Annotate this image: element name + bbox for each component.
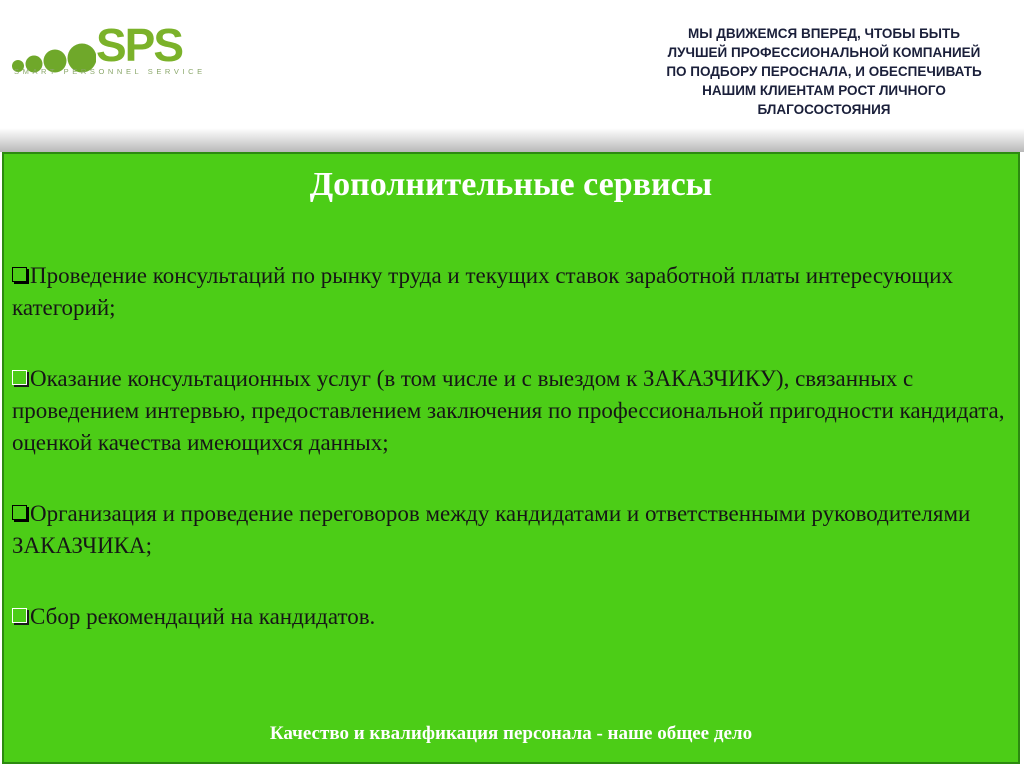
checkbox-bullet-icon	[12, 370, 27, 385]
list-item	[12, 601, 1016, 633]
logo-brand-text: SPS	[96, 19, 183, 71]
checkbox-bullet-icon	[12, 608, 27, 623]
slide-header	[0, 0, 1024, 136]
content-panel	[2, 152, 1020, 764]
motto-line: НАШИМ КЛИЕНТАМ РОСТ ЛИЧНОГО	[702, 83, 946, 98]
motto-line: БЛАГОСОСТОЯНИЯ	[757, 102, 891, 117]
list-item-text: Проведение консультаций по рынку труда и текущих ставок заработной платы интересующих категорий;	[12, 263, 953, 320]
list-item	[12, 498, 1016, 562]
slide-title: Дополнительные сервисы	[309, 166, 713, 203]
list-item	[12, 260, 1016, 324]
sps-logo	[12, 16, 206, 80]
list-item-text: Организация и проведение переговоров между кандидатами и ответственными руководителями ЗАКАЗЧИКА;	[12, 501, 971, 558]
motto-line: ПО ПОДБОРУ ПЕРОСНАЛА, И ОБЕСПЕЧИВАТЬ	[666, 64, 982, 79]
list-item-text: Оказание консультационных услуг (в том числе и с выездом к ЗАКАЗЧИКУ), связанных с проведением интервью, предоставлением заключения по профессиональной пригодности кандидата, оценкой качества имеющихся данных;	[12, 366, 1005, 455]
list-item-text: Сбор рекомендаций на кандидатов.	[30, 604, 376, 629]
checkbox-bullet-icon	[12, 505, 27, 520]
header-shadow	[0, 128, 1024, 152]
checkbox-bullet-icon	[12, 267, 27, 282]
motto-line: ЛУЧШЕЙ ПРОФЕССИОНАЛЬНОЙ КОМПАНИЕЙ	[667, 45, 981, 60]
company-motto	[624, 24, 1024, 119]
motto-line: МЫ ДВИЖЕМСЯ ВПЕРЕД, ЧТОБЫ БЫТЬ	[688, 26, 960, 41]
services-list	[12, 260, 1016, 672]
list-item	[12, 363, 1016, 459]
slide-footer: Качество и квалификация персонала - наше общее дело	[269, 723, 753, 744]
logo-tagline: SMART PERSONNEL SERVICE	[14, 67, 206, 76]
